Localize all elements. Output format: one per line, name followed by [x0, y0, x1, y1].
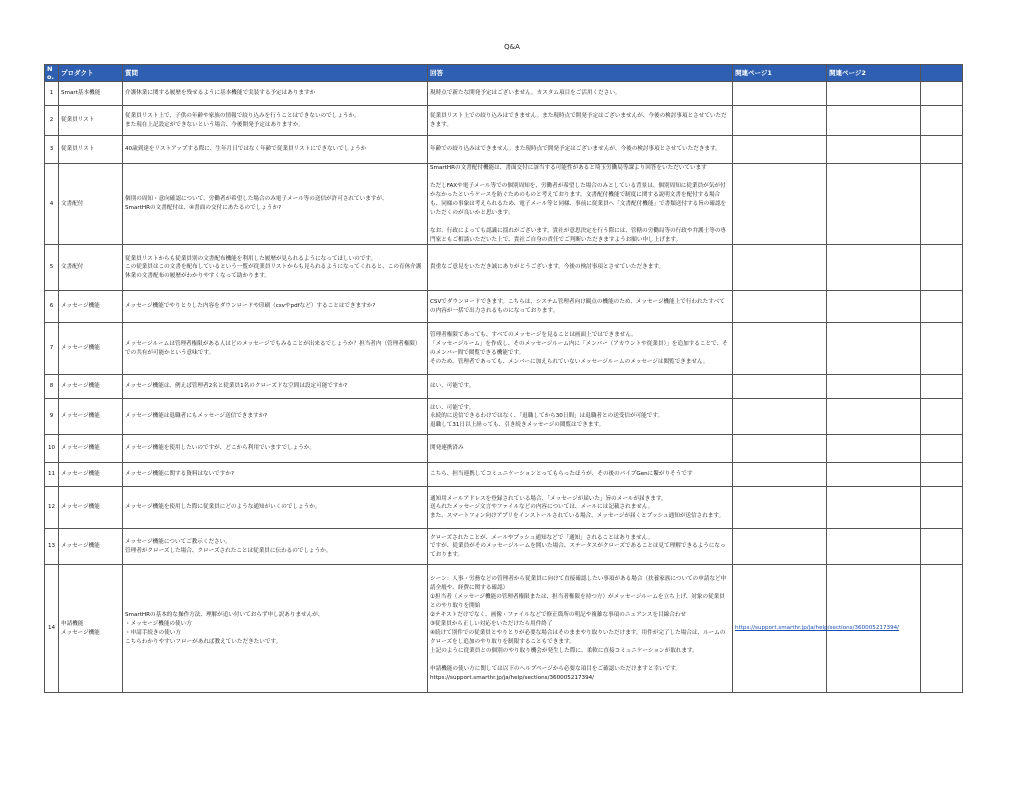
product-cell: メッセージ機能 [59, 487, 123, 529]
related-page-2-cell [827, 136, 921, 164]
extra-cell [921, 435, 963, 463]
table-row [45, 375, 963, 399]
related-page-1-cell [733, 291, 827, 323]
answer-cell: はい、可能です。 永続的に送信できるわけではなく、「退職してから30日間」は退職者との送受信が可能です。 退職して31日以上経っても、引き続きメッセージの閲覧はできます。 [428, 399, 733, 435]
answer-cell: 管理者権限であっても、すべてのメッセージを見ることは画面上ではできません。 「メッセージルーム」を作成し、そのメッセージルーム内に「メンバー（アカウントや従業員）」を追加することで、そのメンバー間で閲覧できる機能です。 そのため、管理者であっても、メンバーに加えられていないメッセージルームのメッセージは閲覧できません。 [428, 323, 733, 375]
row-number: 12 [45, 487, 59, 529]
row-number: 8 [45, 375, 59, 399]
question-cell: 従業員リスト上で、子供の年齢や家族の情報で絞り込みを行うことはできないのでしょうか。 また現在上記設定ができないという場合、今後開発予定はありますか。 [123, 106, 428, 136]
question-cell: メッセージ機能に関する資料はないですか? [123, 463, 428, 487]
question-cell: メッセージ機能を使用したいのですが、どこから利用でいますでしょうか。 [123, 435, 428, 463]
question-cell: メッセージ機能についてご教示ください。 管理者がクローズした場合、クローズされたことは従業員に伝わるのでしょうか。 [123, 529, 428, 565]
related-page-1-cell [733, 529, 827, 565]
question-cell: メッセージ機能でやりとりした内容をダウンロードや印刷（csvやpdfなど）することはできますか? [123, 291, 428, 323]
extra-cell [921, 529, 963, 565]
row-number: 10 [45, 435, 59, 463]
answer-cell: SmartHRの文書配付機能は、書面交付に該当する可能性があると埼玉労働局等課より回答をいただいています ただしFAXや電子メール等での個別周知を、労働者が希望した場合のみとしている背景は、個別周知に従業員が気が付かなかったというケースを防ぐためのものと考えております。文書配付機能で制度に関する説明文書を配付する場合も、同様の事象は考えられるため、電子メール等と同様、事前に従業員へ「文書配付機能」で書類送付する旨の確認をいただくのが良いかと思います。 なお、行政によっても認識に揺れがございます。貴社が意思決定を行う際には、管轄の労働局等の行政や弁護士等の専門家ともご相談いただいた上で、貴社ご自身の責任でご判断いただきますようお願い申し上げます。 [428, 164, 733, 245]
question-cell: メッセージ機能を使用した際に従業員にどのような通知がいくのでしょうか。 [123, 487, 428, 529]
header-product: プロダクト [59, 65, 123, 82]
related-page-2-cell [827, 164, 921, 245]
header-related-page-1: 関連ページ1 [733, 65, 827, 82]
question-cell: SmartHRの基本的な操作方法、理解が追い付いておらず申し訳ありませんが、 ・メッセージ機能の使い方 ・申請手続きの使い方 こちらわかりやすいフローがあれば教えていただきたいです。 [123, 565, 428, 693]
extra-cell [921, 463, 963, 487]
answer-cell: はい、可能です。 [428, 375, 733, 399]
answer-cell: 貴重なご意見をいただき誠にありがとうございます。今後の検討事項とさせていただきます。 [428, 245, 733, 291]
related-page-2-cell [827, 323, 921, 375]
row-number: 14 [45, 565, 59, 693]
related-page-2-cell [827, 106, 921, 136]
extra-cell [921, 487, 963, 529]
row-number: 2 [45, 106, 59, 136]
question-cell: メッセージ機能は退職者にもメッセージ送信できますか? [123, 399, 428, 435]
related-page-1-cell [733, 164, 827, 245]
question-cell: メッセージルームは管理者権限がある人はどのメッセージでもみることが出来るでしょうか？担当者内（管理者権限）での共有が可能かという意味です。 [123, 323, 428, 375]
extra-cell [921, 245, 963, 291]
extra-cell [921, 291, 963, 323]
row-number: 5 [45, 245, 59, 291]
table-row [45, 291, 963, 323]
answer-cell: 現時点で新たな開発予定はございません。カスタム項目をご活用ください。 [428, 82, 733, 106]
question-cell: メッセージ機能は、例えば管理者2名と従業員1名のクローズドな空間は設定可能ですか? [123, 375, 428, 399]
table-body [45, 82, 963, 693]
answer-cell: 年齢での絞り込みはできません。また現時点で開発予定はございませんが、今後の検討事項とさせていただきます。 [428, 136, 733, 164]
answer-cell: 従業員リスト上での絞り込みはできません。また現時点で開発予定はございませんが、今後の検討事項とさせていただきます。 [428, 106, 733, 136]
table-row [45, 164, 963, 245]
table-row [45, 136, 963, 164]
header-answer: 回答 [428, 65, 733, 82]
answer-cell: クローズされたことが、メールやプッシュ通知などで「通知」されることはありません。 ですが、従業員がそのメッセージルームを開いた場合、ステータスがクローズであることは見て理解できるようになっております。 [428, 529, 733, 565]
related-page-1-cell [733, 375, 827, 399]
related-page-1-cell [733, 136, 827, 164]
table-row [45, 435, 963, 463]
related-page-2-cell [827, 487, 921, 529]
product-cell: メッセージ機能 [59, 463, 123, 487]
product-cell: メッセージ機能 [59, 375, 123, 399]
table-row [45, 565, 963, 693]
answer-cell: 開発連携済み [428, 435, 733, 463]
product-cell: Smart基本機能 [59, 82, 123, 106]
question-cell: 40歳到達をリストアップする際に、生年月日ではなく年齢で従業員リストにできないでしょうか [123, 136, 428, 164]
related-page-1-cell [733, 487, 827, 529]
related-page-2-cell [827, 529, 921, 565]
table-row [45, 463, 963, 487]
related-page-2-cell [827, 82, 921, 106]
extra-cell [921, 82, 963, 106]
related-page-1-cell [733, 463, 827, 487]
header-no: No. [45, 65, 59, 82]
related-page-2-cell [827, 245, 921, 291]
row-number: 9 [45, 399, 59, 435]
row-number: 1 [45, 82, 59, 106]
header-question: 質問 [123, 65, 428, 82]
related-page-1-cell [733, 323, 827, 375]
row-number: 11 [45, 463, 59, 487]
answer-cell: シーン：人事・労務などの管理者から従業員に向けて直接確認したい事項がある場合（扶養家族についての申請など申請全般や、経費に関する確認） ①担当者（メッセージ機能の管理者権限または、担当者権限を持つ方）がメッセージルームを立ち上げ、対象の従業員とのやり取りを開始 ②テキストだけでなく、画像・ファイルなどで修正箇所の明記や複雑な事項のニュアンスを目線合わせ ③従業員から正しい対応をいただけたら用件終了 ④続けて別件での従業員とやりとりが必要な場合はそのままやり取りいただけます。用件が完了した場合は、ルームのクローズをし追加のやり取りを制限することもできます。 上記のように従業員との個別のやり取り機会が発生した際に、柔軟に直接コミュニケーションが取れます。 申請機能の使い方に関しては以下のヘルプページから必要な項目をご確認いただけますと幸いです。 https://support.smarthr.jp/ja/help/sections/360005217394/ [428, 565, 733, 693]
product-cell: メッセージ機能 [59, 323, 123, 375]
table-row [45, 245, 963, 291]
product-cell: メッセージ機能 [59, 399, 123, 435]
product-cell: 従業員リスト [59, 106, 123, 136]
answer-cell: CSVでダウンロードできます。こちらは、システム管理者向け観点の機能のため、メッセージ機能上で行われたすべての内容が一括で出力されるものになっております。 [428, 291, 733, 323]
related-page-1-cell [733, 245, 827, 291]
header-extra [921, 65, 963, 82]
row-number: 7 [45, 323, 59, 375]
row-number: 6 [45, 291, 59, 323]
extra-cell [921, 399, 963, 435]
related-page-1-cell [733, 435, 827, 463]
related-page-2-cell [827, 399, 921, 435]
table-row [45, 323, 963, 375]
answer-cell: 通知用メールアドレスを登録されている場合、「メッセージが届いた」旨のメールが届きます。 送られたメッセージ文言やファイルなどの内容については、メールには記載されません。 また、スマートフォン向けアプリをインストールされている場合、メッセージが届くとプッシュ通知が送信されます。 [428, 487, 733, 529]
question-cell: 個別の周知・意向確認について、労働者が希望した場合のみ電子メール等の送信が許可されていますが、 SmartHRの文書配付は、④書面の交付にあたるのでしょうか? [123, 164, 428, 245]
extra-cell [921, 136, 963, 164]
related-page-2-cell [827, 291, 921, 323]
extra-cell [921, 164, 963, 245]
related-page-1-cell [733, 82, 827, 106]
table-row [45, 487, 963, 529]
table-header-row [45, 65, 963, 82]
extra-cell [921, 106, 963, 136]
question-cell: 介護休業に関する履歴を残せるように基本機能で実装する予定はありますか [123, 82, 428, 106]
related-page-2-cell [827, 435, 921, 463]
product-cell: 従業員リスト [59, 136, 123, 164]
extra-cell [921, 323, 963, 375]
row-number: 13 [45, 529, 59, 565]
question-cell: 従業員リストからも従業員別の文書配布機能を利用した履歴が見られるようになってほしいのです。 この従業員はこの文書を配布しているという一覧が従業員リストからも見られるようになってくれると、この育休介護休業の文書配布の履歴がわかりやすくなって助かります。 [123, 245, 428, 291]
answer-cell: こちら、担当連携してコミュニケーションとってもらったほうが、その後のパイプGenに繋がりそうです [428, 463, 733, 487]
extra-cell [921, 375, 963, 399]
product-cell: メッセージ機能 [59, 435, 123, 463]
table-row [45, 106, 963, 136]
table-row [45, 82, 963, 106]
related-page-1-cell [733, 106, 827, 136]
product-cell: 文書配付 [59, 164, 123, 245]
product-cell: メッセージ機能 [59, 291, 123, 323]
table-row [45, 529, 963, 565]
related-page-1-cell[interactable]: https://support.smarthr.jp/ja/help/sections/360005217394/ [733, 565, 827, 693]
product-cell: 申請機能 メッセージ機能 [59, 565, 123, 693]
related-page-2-cell [827, 375, 921, 399]
row-number: 4 [45, 164, 59, 245]
row-number: 3 [45, 136, 59, 164]
related-page-1-cell [733, 399, 827, 435]
extra-cell [921, 565, 963, 693]
product-cell: 文書配付 [59, 245, 123, 291]
header-related-page-2: 関連ページ2 [827, 65, 921, 82]
qa-table [44, 64, 963, 693]
document-title: Q&A [504, 43, 520, 51]
related-page-2-cell [827, 463, 921, 487]
table-row [45, 399, 963, 435]
product-cell: メッセージ機能 [59, 529, 123, 565]
